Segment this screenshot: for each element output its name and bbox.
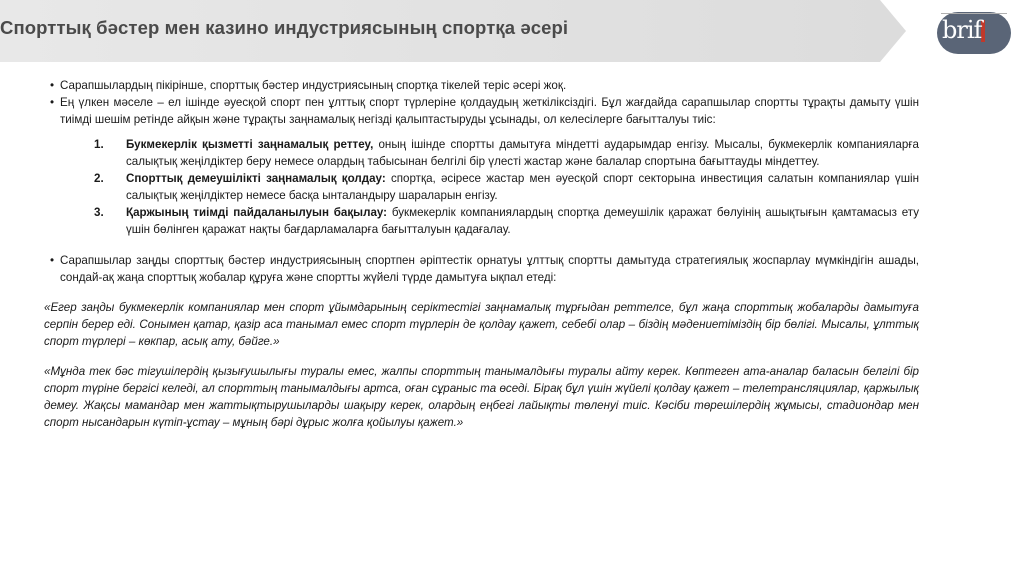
bullet-item: • Сарапшылардың пікірінше, спорттық бәстер индустриясының спортқа тікелей теріс әсері жоқ. — [44, 77, 919, 94]
recommendations-list — [94, 136, 919, 238]
bullet-item: • Ең үлкен мәселе – ел ішінде әуесқой спорт пен ұлттық спорт түрлеріне қолдаудың жеткіліксіздігі. Бұл жағдайда сарапшылар спортты тұрақты дамыту үшін тиімді шешім ретінде айқын және тұрақты заңнамалық негізді қалыптастыруды ұсынады, ол келесілерге бағытталуы тиіс: — [44, 94, 919, 128]
item-number: 3. — [94, 206, 104, 219]
top-bullet-list — [44, 77, 919, 128]
recommendation-item — [94, 136, 919, 170]
header-banner — [0, 0, 1024, 62]
item-text: спортқа, әсіресе жастар мен әуесқой спорт секторына инвестиция салатын компаниялар үшін салықтық жеңілдіктер немесе басқа ынталандыру шараларын енгізу. — [126, 172, 919, 202]
bullet-item: • Сарапшылар заңды спорттық бәстер индустриясының спортпен әріптестік орнатуы ұлттық спортты дамытуда стратегиялық жоспарлау мүмкіндігін ашады, сондай-ақ жаңа спорттық жобалар құруға және спортты жүйелі түрде дамытуға ықпал етеді: — [44, 252, 919, 286]
page-title: Спорттық бәстер мен казино индустриясының спортқа әсері — [0, 17, 569, 38]
item-heading: Букмекерлік қызметті заңнамалық реттеу, — [126, 138, 374, 151]
bottom-bullet-list — [44, 252, 919, 286]
item-text: букмекерлік компаниялардың спортқа демеушілік қаражат бөлуінің ашықтығын қамтамасыз ету үшін бөлінген қаражат нақты бағдарламаларға бағытталуын қадағалау. — [126, 206, 919, 236]
item-heading: Спорттық демеушілікті заңнамалық қолдау: — [126, 172, 386, 185]
recommendation-item — [94, 170, 919, 204]
recommendation-item — [94, 204, 919, 238]
item-number: 1. — [94, 138, 104, 151]
logo-text: brif — [942, 16, 982, 44]
logo-tagline-line — [937, 12, 1011, 16]
expert-quote: «Егер заңды букмекерлік компаниялар мен спорт ұйымдарының серіктестігі заңнамалық тұрғыдан реттелсе, бұл жаңа спорттық жобаларды дамытуға серпін берер еді. Сонымен қатар, қазір аса танымал емес спорт түрлерін де қолдау қажет, себебі олар – біздің мәдениетіміздің бір бөлігі. Мысалы, ұлттық спорт түрлері – көкпар, асық ату, бәйге.» — [44, 301, 919, 348]
brif-logo — [937, 12, 1011, 54]
item-text: оның ішінде спортты дамытуға міндетті аударымдар енгізу. Мысалы, букмекерлік компанияларға салықтық жеңілдіктер беру немесе олардың табысынан белгілі бір үлесті жастар және балалар спортына бағыттауды міндеттеу. — [126, 138, 919, 168]
item-number: 2. — [94, 172, 104, 185]
expert-quote: «Мұнда тек бәс тігушілердің қызығушылығы туралы емес, жалпы спорттың танымалдығы туралы айту керек. Көптеген ата-аналар баласын белгілі бір спорт түріне бергісі келеді, ал спорттың танымалдығы артса, оған сұраныс та өседі. Бірақ бұл үшін жүйелі қолдау қажет – телетрансляциялар, қаржылық демеу. Жақсы мамандар мен жаттықтырушыларды шақыру керек, олардың еңбегі лайықты төленуі тиіс. Кәсіби төрешілердің жұмысы, стадиондар мен спорт нысандарын күтіп-ұстау – мұның бәрі дұрыс жолға қойылуы қажет.» — [44, 365, 919, 429]
item-heading: Қаржының тиімді пайдаланылуын бақылау: — [126, 206, 388, 219]
main-content — [44, 77, 919, 431]
